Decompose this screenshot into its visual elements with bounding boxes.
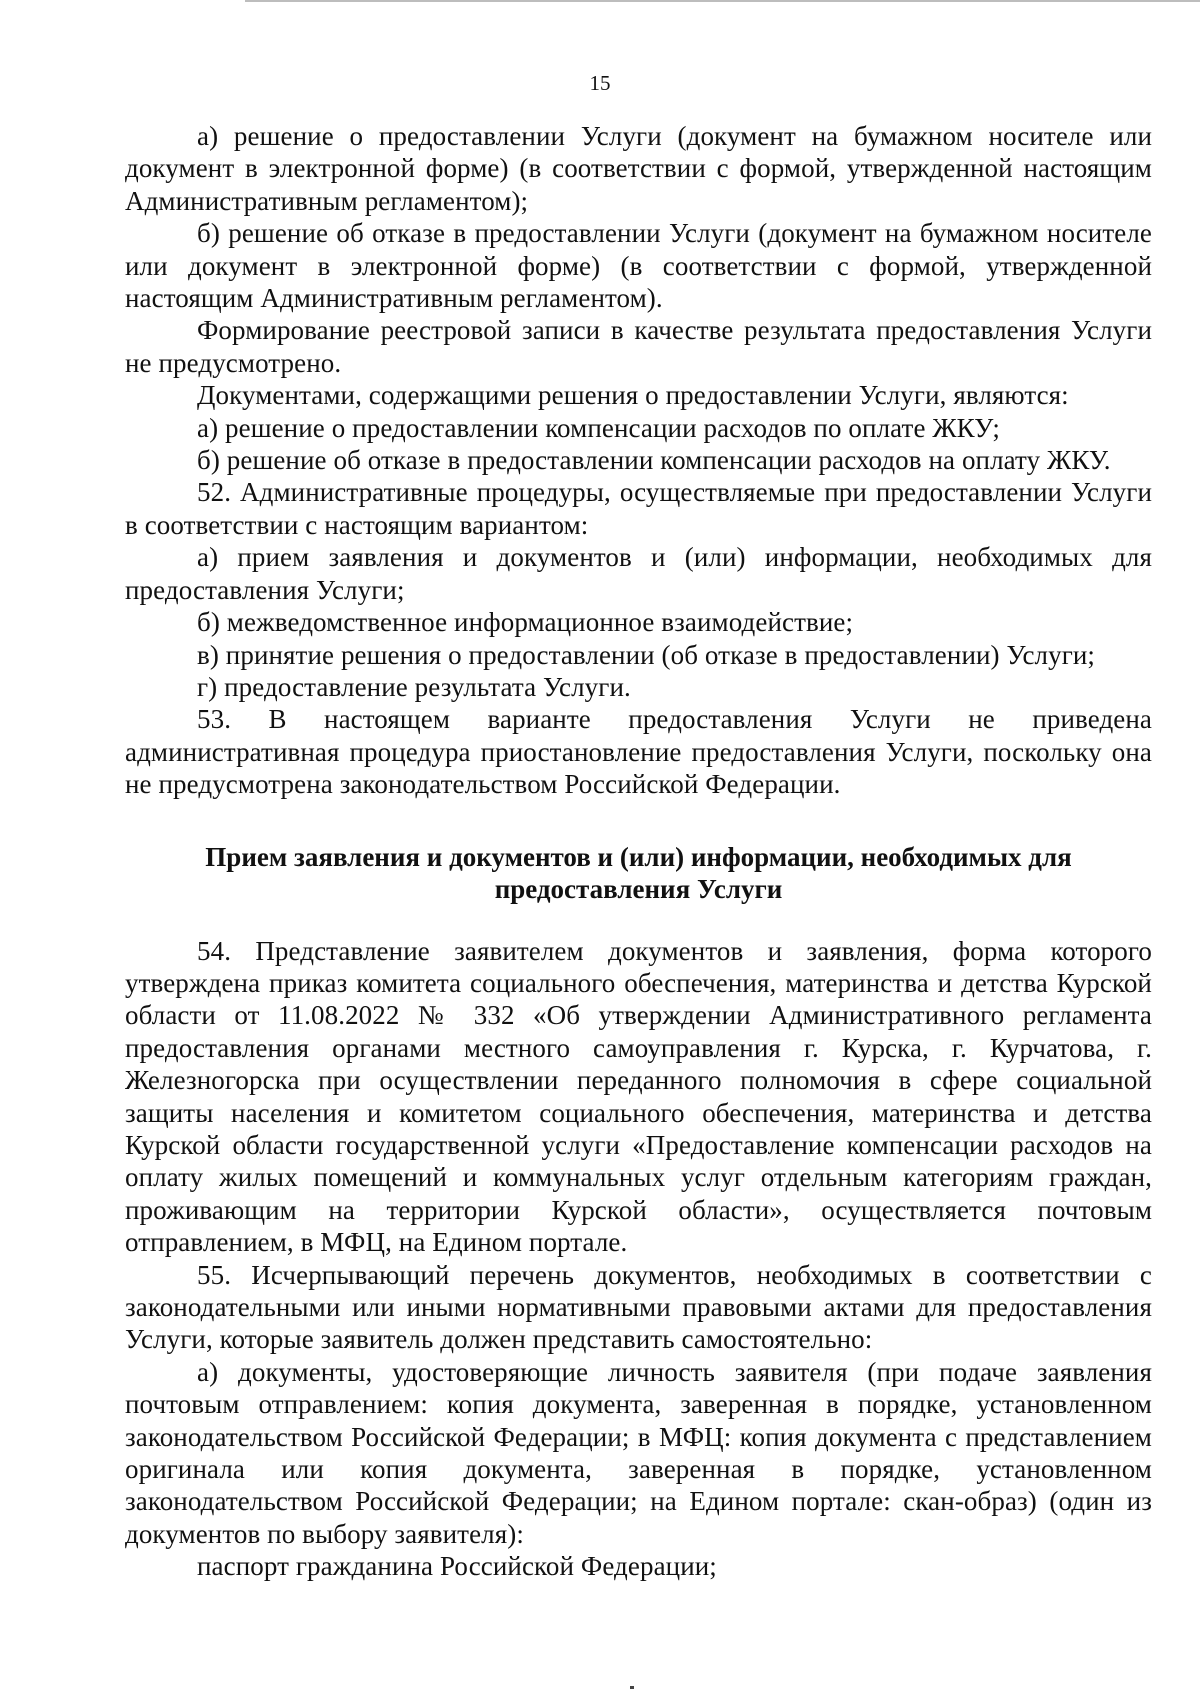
paragraph-decision-grant: а) решение о предоставлении Услуги (документ на бумажном носителе или документ в электронной форме) (в соответствии с формой, утвержденной настоящим Административным регламентом); bbox=[125, 121, 1152, 216]
paragraph-item-54: 54. Представление заявителем документов и заявления, форма которого утверждена приказ комитета социального обеспечения, материнства и детства Курской области от 11.08.2022 № 332 «Об утверждении Административного регламента предоставления органами местного самоуправления г. Курска, г. Курчатова, г. Железногорска при осуществлении переданного полномочия в сфере социальной защиты населения и комитетом социального обеспечения, материнства и детства Курской области государственной услуги «Предоставление компенсации расходов на оплату жилых помещений и коммунальных услуг отдельным категориям граждан, проживающим на территории Курской области», осуществляется почтовым отправлением, в МФЦ, на Едином портале. bbox=[125, 935, 1152, 1258]
paragraph-compensation-grant: а) решение о предоставлении компенсации расходов по оплате ЖКУ; bbox=[197, 412, 1001, 443]
document-body bbox=[125, 120, 1152, 1583]
paragraph-item-55: 55. Исчерпывающий перечень документов, необходимых в соответствии с законодательными или иными нормативными правовыми актами для предоставления Услуги, которые заявитель должен представить самостоятельно: bbox=[125, 1259, 1152, 1355]
scan-mark bbox=[630, 1686, 634, 1689]
top-scan-rule bbox=[245, 0, 1200, 2]
paragraph-compensation-refusal: б) решение об отказе в предоставлении компенсации расходов на оплату ЖКУ. bbox=[197, 445, 1111, 476]
paragraph-procedure-b: б) межведомственное информационное взаимодействие; bbox=[197, 607, 854, 638]
paragraph-decision-refusal: б) решение об отказе в предоставлении Услуги (документ на бумажном носителе или документ в электронной форме) (в соответствии с формой, утвержденной настоящим Административным регламентом). bbox=[125, 218, 1152, 314]
section-heading: Прием заявления и документов и (или) информации, необходимых для предоставления Услуги bbox=[205, 841, 1072, 904]
paragraph-passport: паспорт гражданина Российской Федерации; bbox=[197, 1551, 717, 1582]
paragraph-decision-documents: Документами, содержащими решения о предоставлении Услуги, являются: bbox=[197, 380, 1069, 411]
paragraph-identity-documents: а) документы, удостоверяющие личность заявителя (при подаче заявления почтовым отправлением: копия документа, заверенная в порядке, установленном законодательством Российской Федерации; в МФЦ: копия документа с представлением оригинала или копия документа, заверенная в порядке, установленном законодательством Российской Федерации; на Едином портале: скан-образ) (один из документов по выбору заявителя): bbox=[125, 1356, 1152, 1549]
paragraph-procedure-a: а) прием заявления и документов и (или) информации, необходимых для предоставления Услуги; bbox=[125, 542, 1152, 605]
paragraph-item-52: 52. Административные процедуры, осуществляемые при предоставлении Услуги в соответствии с настоящим вариантом: bbox=[125, 477, 1152, 540]
page-number: 15 bbox=[589, 71, 611, 95]
paragraph-procedure-c: в) принятие решения о предоставлении (об отказе в предоставлении) Услуги; bbox=[197, 639, 1096, 670]
paragraph-item-53: 53. В настоящем варианте предоставления Услуги не приведена административная процедура приостановление предоставления Услуги, поскольку она не предусмотрена законодательством Российской Федерации. bbox=[125, 704, 1152, 800]
paragraph-registry-entry: Формирование реестровой записи в качестве результата предоставления Услуги не предусмотрено. bbox=[125, 315, 1152, 378]
paragraph-procedure-d: г) предоставление результата Услуги. bbox=[197, 671, 631, 702]
